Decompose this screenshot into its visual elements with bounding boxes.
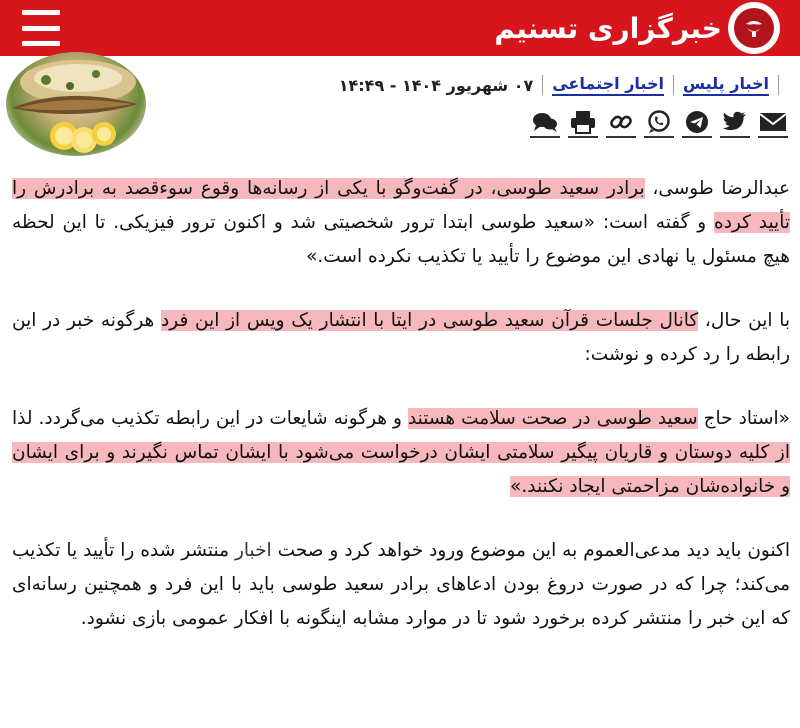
highlighted-text: از کلیه دوستان و قاریان پیگیر سلامتی ایشان درخواست می‌شود با ایشان تماس نگیرند و برای ایشان و خانواده‌شان مزاحمتی ایجاد نکنند.» <box>12 442 790 497</box>
text-segment: هرگونه خبر در این رابطه را رد کرده و نوشت: <box>12 310 790 365</box>
publish-date: ۰۷ شهریور ۱۴۰۴ - ۱۴:۴۹ <box>338 75 534 95</box>
site-brand[interactable] <box>494 0 780 56</box>
text-segment: با این حال، <box>698 310 790 331</box>
share-toolbar <box>522 106 788 140</box>
email-icon[interactable] <box>758 108 788 138</box>
article-paragraph <box>12 304 790 372</box>
comments-icon[interactable] <box>530 108 560 138</box>
news-link[interactable]: اخبار <box>234 540 272 561</box>
hamburger-line <box>22 10 60 15</box>
article-meta <box>339 68 788 102</box>
text-segment: منتشر شده را تأیید یا تکذیب می‌کند؛ چرا که در صورت دروغ بودن ادعاهای برادر سعید طوسی باید با این فرد و همچنین رسانه‌ای که این خبر را منتشر کرده برخورد شود تا در موارد مشابه اینگونه با افکار عمومی بازی نشود. <box>12 540 790 629</box>
link-icon[interactable] <box>606 108 636 138</box>
top-navigation-bar <box>0 0 800 56</box>
site-name: خبرگزاری تسنیم <box>494 11 722 45</box>
article-paragraph <box>12 534 790 636</box>
tasnim-logo-emblem <box>734 8 774 48</box>
hamburger-line <box>22 26 60 31</box>
text-segment: و هرگونه شایعات در این رابطه تکذیب می‌گردد. لذا <box>12 408 408 429</box>
telegram-icon[interactable] <box>682 108 712 138</box>
divider <box>673 75 674 95</box>
text-segment: «استاد حاج <box>697 408 790 429</box>
article-body <box>12 172 790 666</box>
tag-police-news[interactable]: اخبار پلیس <box>683 74 769 96</box>
article-thumbnail-image <box>6 52 146 156</box>
text-segment: اکنون باید دید مدعی‌العموم به این موضوع ورود خواهد کرد و صحت <box>271 540 790 561</box>
twitter-icon[interactable] <box>720 108 750 138</box>
divider <box>542 75 543 95</box>
print-icon[interactable] <box>568 108 598 138</box>
hamburger-icon[interactable] <box>22 10 60 46</box>
highlighted-text: برادر سعید طوسی، در گفت‌وگو با یکی از رسانه‌ها وقوع سوءقصد به برادرش را تأیید کرده <box>12 178 790 233</box>
article-paragraph <box>12 172 790 274</box>
divider <box>778 75 779 95</box>
tasnim-logo-icon <box>728 2 780 54</box>
article-paragraph <box>12 402 790 504</box>
whatsapp-icon[interactable] <box>644 108 674 138</box>
text-segment: و گفته است: «سعید طوسی ابتدا ترور شخصیتی شد و اکنون ترور فیزیکی. تا این لحظه هیچ مسئول یا نهادی این موضوع را تأیید یا تکذیب نکرده است.» <box>12 212 790 267</box>
hamburger-line <box>22 41 60 46</box>
highlighted-text: سعید طوسی در صحت سلامت هستند <box>407 408 698 429</box>
highlighted-text: کانال جلسات قرآن سعید طوسی در ایتا با انتشار یک ویس از این فرد <box>161 310 699 331</box>
tag-social-news[interactable]: اخبار اجتماعی <box>552 74 664 96</box>
text-segment: عبدالرضا طوسی، <box>644 178 790 199</box>
